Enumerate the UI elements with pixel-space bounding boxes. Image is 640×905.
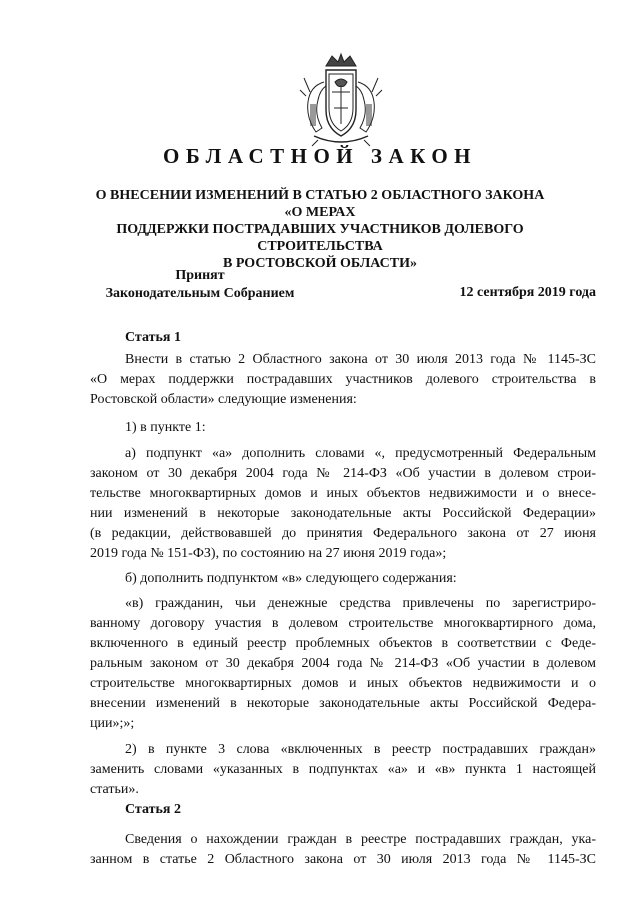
item-1b [90,569,596,589]
coat-of-arms-emblem [296,52,386,148]
text-line: законом от 30 декабря 2004 года № 214-ФЗ «Об участии в долевом строи- [90,466,596,481]
text-line: «в) гражданин, чьи денежные средства привлечены по зарегистриро- [125,596,596,611]
text-line: ванному договору участия в долевом строительстве многоквартирного дома, [90,616,596,631]
law-subtitle [90,187,550,272]
item-2 [90,740,596,800]
text-line: строительстве многоквартирных домов и иных объектов недвижимости и о [90,676,596,691]
law-subtitle-line: ПОДДЕРЖКИ ПОСТРАДАВШИХ УЧАСТНИКОВ ДОЛЕВОГО СТРОИТЕЛЬСТВА [116,222,524,254]
text-line: Внести в статью 2 Областного закона от 30 июля 2013 года № 1145-ЗС [125,352,596,367]
item-1 [90,418,596,438]
law-title: ОБЛАСТНОЙ ЗАКОН [162,144,477,168]
adoption-line-2: Законодательным Собранием [105,286,295,301]
text-line: включенного в единый реестр проблемных объектов в соответствии с Феде- [90,636,596,651]
article-1-intro [90,350,596,410]
text-line: ральным законом от 30 декабря 2004 года № 214-ФЗ «Об участии в долевом [90,656,596,671]
text-line: занном в статье 2 Областного закона от 30 июля 2013 года № 1145-ЗС [90,852,596,867]
adoption-block [90,267,310,303]
text-line: Ростовской области» следующие изменения: [90,392,357,407]
text-line: 1) в пункте 1: [125,420,206,435]
text-line: (в редакции, действовавшей до принятия Федерального закона от 27 июня [90,526,596,541]
text-line: а) подпункт «а» дополнить словами «, предусмотренный Федеральным [125,446,596,461]
text-line: внесении изменений в некоторые законодательные акты Российской Федера- [90,696,596,711]
law-subtitle-line: В РОСТОВСКОЙ ОБЛАСТИ» [222,256,418,271]
text-line: статьи». [90,782,139,797]
article-2-text [90,830,596,870]
text-line: ции»;»; [90,716,135,731]
text-line: «О мерах поддержки пострадавших участников долевого строительства в [90,372,596,387]
text-line: заменить словами «указанных в подпунктах «а» и «в» пункта 1 настоящей [90,762,596,777]
adoption-line-1: Принят [175,268,225,283]
law-subtitle-line: О ВНЕСЕНИИ ИЗМЕНЕНИЙ В СТАТЬЮ 2 ОБЛАСТНОГО ЗАКОНА «О МЕРАХ [95,188,545,220]
text-line: б) дополнить подпунктом «в» следующего содержания: [125,571,457,586]
item-1b-text [90,594,596,734]
article-2-heading: Статья 2 [125,802,181,817]
text-line: тельстве многоквартирных домов и иных объектов недвижимости и о внесе- [90,486,596,501]
text-line: нии изменений в некоторые законодательные акты Российской Федерации» [90,506,596,521]
text-line: Сведения о нахождении граждан в реестре пострадавших граждан, ука- [125,832,596,847]
article-1-heading: Статья 1 [125,330,181,345]
text-line: 2019 года № 151-ФЗ), по состоянию на 27 июня 2019 года»; [90,546,447,561]
text-line: 2) в пункте 3 слова «включенных в реестр пострадавших граждан» [125,742,596,757]
item-1a [90,444,596,564]
adoption-date: 12 сентября 2019 года [459,285,596,300]
